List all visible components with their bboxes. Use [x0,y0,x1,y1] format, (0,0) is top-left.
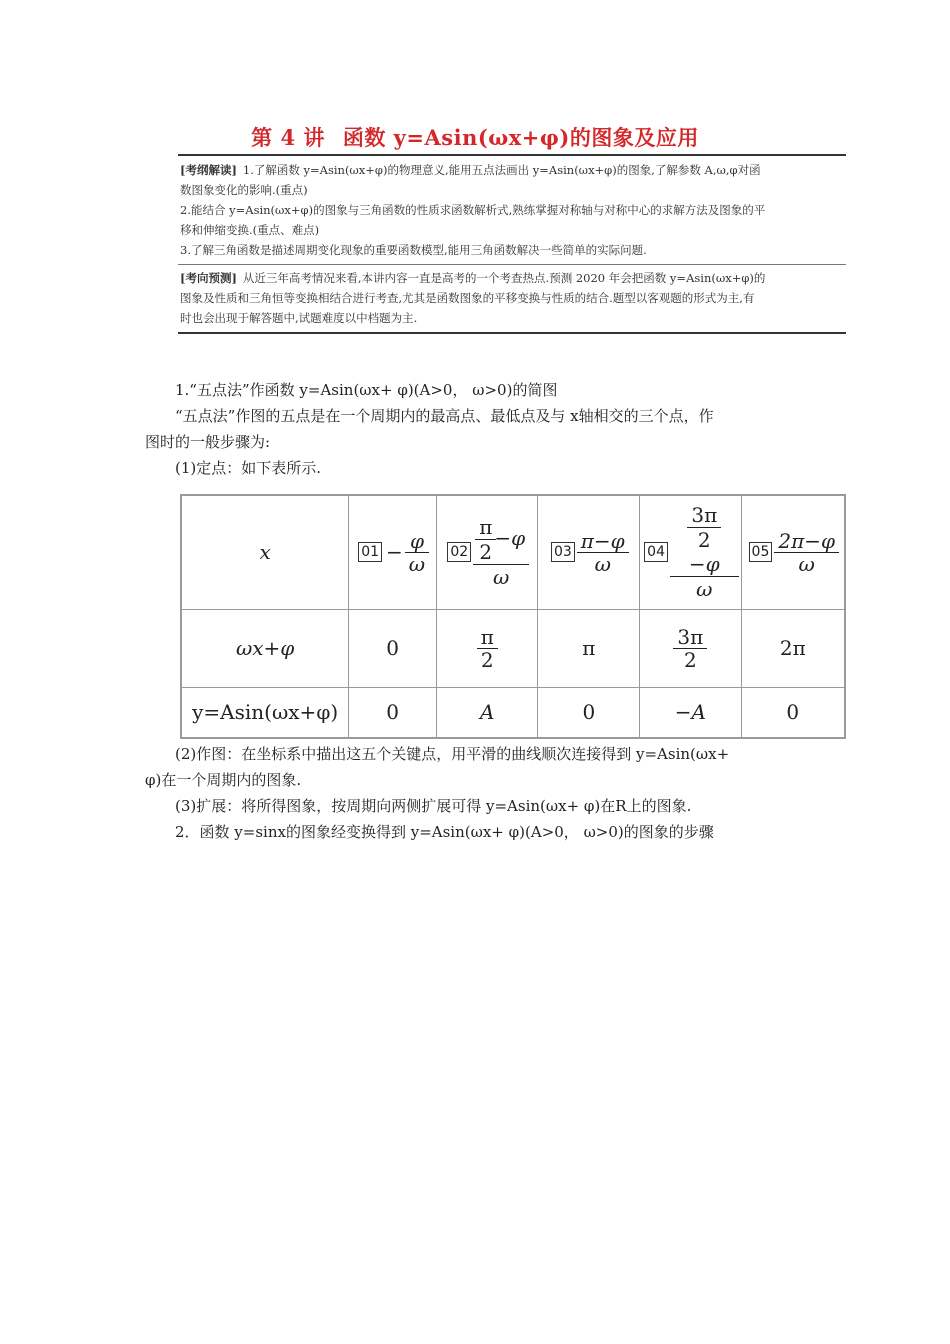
paragraph-5: (2)作图：在坐标系中描出这五个关键点，用平滑的曲线顺次连接得到 y=Asin(ωx+ [175,745,730,763]
cell-phase-2: $\frac{\pi}{2}$ [437,609,538,687]
cell-x-5: 05 $\frac{2\pi-\varphi}{\omega}$ [741,495,845,609]
outline-line-5: 3.了解三角函数是描述周期变化现象的重要函数模型,能用三角函数解决一些简单的实际问题. [180,243,647,257]
lecture-topic: 函数 y=Asin(ωx+φ)的图象及应用 [342,125,699,150]
cell-phase-5: 2π [741,609,845,687]
forecast-line-2: 图象及性质和三角恒等变换相结合进行考查,尤其是函数图象的平移变换与性质的结合.题型以客观题的形式为主,有 [180,291,755,305]
cell-x-4: 04 $\frac{3\pi}{2}$ −φ ω [640,495,741,609]
table-row-y [181,687,845,738]
cell-y-1: 0 [349,687,437,738]
table-row-x [181,495,845,609]
row-head-x: x [181,495,349,609]
paragraph-2: “五点法”作图的五点是在一个周期内的最高点、最低点及与 x轴相交的三个点，作 [175,407,714,425]
cell-y-3: 0 [538,687,640,738]
cell-y-5: 0 [741,687,845,738]
five-point-table [180,494,846,739]
page-title [0,122,950,152]
cell-x-2: 02 $\frac{\pi}{2}$ −φ ω [437,495,538,609]
cell-y-2: A [437,687,538,738]
box-bottom-rule [178,332,846,334]
paragraph-8: 2．函数 y=sinx的图象经变换得到 y=Asin(ωx+ φ)(A>0， ω>0)的图象的步骤 [175,823,714,841]
box-top-rule [178,154,846,156]
paragraph-7: (3)扩展：将所得图象，按周期向两侧扩展可得 y=Asin(ωx+ φ)在R上的图象. [175,797,692,815]
paragraph-6: φ)在一个周期内的图象. [145,771,302,789]
cell-phase-3: π [538,609,640,687]
forecast-line-3: 时也会出现于解答题中,试题难度以中档题为主. [180,311,418,325]
outline-line-4: 移和伸缩变换.(重点、难点) [180,223,320,237]
outline-line-3: 2.能结合 y=Asin(ωx+φ)的图象与三角函数的性质求函数解析式,熟练掌握对称轴与对称中心的求解方法及图象的平 [180,203,766,217]
paragraph-1: 1.“五点法”作函数 y=Asin(ωx+ φ)(A>0， ω>0)的简图 [175,381,558,399]
forecast-box [180,268,846,328]
outline-tag: [考纲解读] [180,163,237,177]
forecast-line-1: [考向预测] 从近三年高考情况来看,本讲内容一直是高考的一个考查热点.预测 2020 年会把函数 y=Asin(ωx+φ)的 [180,271,766,285]
blank-number-box: 03 [551,542,575,562]
cell-y-4: −A [640,687,741,738]
section-steps [145,741,810,845]
blank-number-box: 05 [749,542,773,562]
blank-number-box: 02 [447,542,471,562]
outline-line-2: 数图象变化的影响.(重点) [180,183,308,197]
table-row-phase [181,609,845,687]
outline-box [180,160,846,260]
box-mid-rule [178,264,846,265]
row-head-y: y=Asin(ωx+φ) [181,687,349,738]
section-intro [145,377,810,481]
cell-phase-1: 0 [349,609,437,687]
blank-number-box: 04 [644,542,668,562]
blank-number-box: 01 [358,542,382,562]
cell-phase-4: $\frac{3\pi}{2}$ [640,609,741,687]
forecast-tag: [考向预测] [180,271,237,285]
lecture-number: 第 4 讲 [251,125,325,150]
outline-line-1: [考纲解读] 1.了解函数 y=Asin(ωx+φ)的物理意义,能用五点法画出 y=Asin(ωx+φ)的图象,了解参数 A,ω,φ对函 [180,163,761,177]
paragraph-3: 图时的一般步骤为: [145,433,271,451]
cell-x-3: 03 $\frac{\pi-\varphi}{\omega}$ [538,495,640,609]
paragraph-4: (1)定点：如下表所示. [175,459,322,477]
row-head-phase: ωx+φ [181,609,349,687]
cell-x-1: 01 − $\frac{\varphi}{\omega}$ [349,495,437,609]
